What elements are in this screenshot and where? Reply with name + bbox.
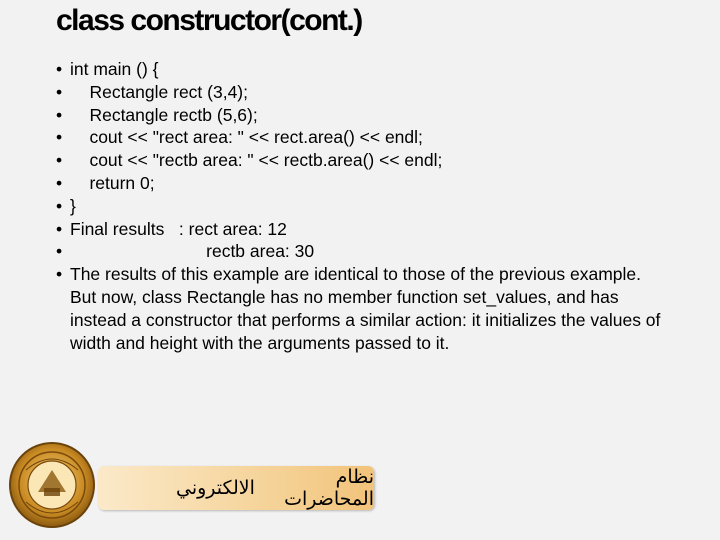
list-item: • rectb area: 30 xyxy=(56,240,668,263)
list-item: • return 0; xyxy=(56,172,668,195)
slide-title: class constructor(cont.) xyxy=(56,4,362,37)
code-line: cout << "rect area: " << rect.area() << endl; xyxy=(70,127,423,148)
result-line: rectb area: 30 xyxy=(70,241,315,262)
code-line: cout << "rectb area: " << rectb.area() << endl; xyxy=(70,150,443,171)
code-line: int main () { xyxy=(70,59,159,79)
list-item: • cout << "rectb area: " << rectb.area() << endl; xyxy=(56,149,668,172)
list-item: • Final results : rect area: 12 xyxy=(56,218,668,241)
banner-text-electronic: الالكتروني xyxy=(176,477,255,499)
code-line: return 0; xyxy=(70,172,155,193)
elearning-banner xyxy=(98,466,374,510)
university-seal-logo xyxy=(8,440,96,530)
code-line: Rectangle rectb (5,6); xyxy=(70,104,258,125)
list-item: • Rectangle rect (3,4); xyxy=(56,81,668,104)
code-line: Rectangle rect (3,4); xyxy=(70,81,248,102)
code-line: } xyxy=(70,195,76,216)
list-item: • The results of this example are identical to those of the previous example. But now, class Rectangle has no member function set_values, and has instead a constructor that performs a similar action: it initializes the values of width and height with the arguments passed to it. xyxy=(56,263,668,354)
list-item: • int main () { xyxy=(56,58,668,81)
banner-text-lectures-system: نظام المحاضرات xyxy=(284,466,374,510)
list-item: • Rectangle rectb (5,6); xyxy=(56,104,668,127)
list-item: • } xyxy=(56,195,668,218)
list-item: • cout << "rect area: " << rect.area() << endl; xyxy=(56,126,668,149)
explanation-paragraph: The results of this example are identical to those of the previous example. But now, class Rectangle has no member function set_values, and has instead a constructor that performs a similar action: it initializes the values of width and height with the arguments passed to it. xyxy=(70,264,661,353)
result-line: Final results : rect area: 12 xyxy=(70,218,287,239)
bullet-list xyxy=(56,58,668,354)
